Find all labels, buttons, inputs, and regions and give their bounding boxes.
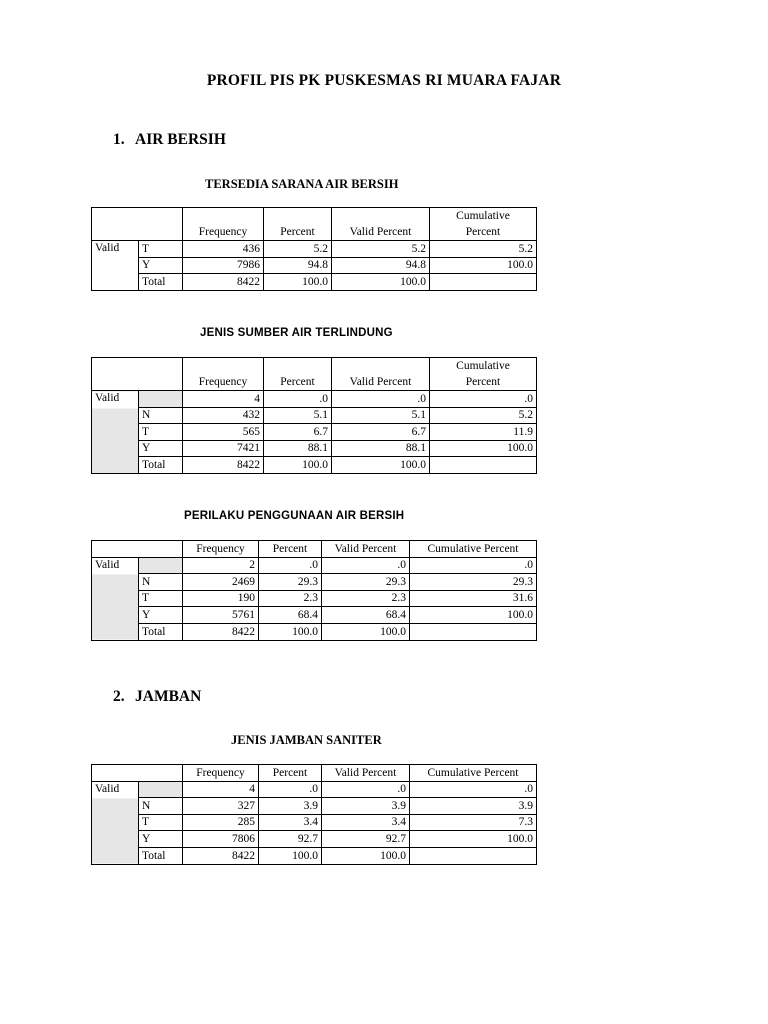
header-percent: Percent — [259, 765, 322, 782]
cell-percent: 6.7 — [264, 424, 332, 441]
cell-cumulative-percent: 100.0 — [430, 440, 537, 457]
cell-percent: 2.3 — [259, 590, 322, 607]
document-title: PROFIL PIS PK PUSKESMAS RI MUARA FAJAR — [206, 72, 562, 89]
row-group-label-valid: Valid — [92, 557, 139, 640]
cell-percent: 100.0 — [259, 623, 322, 640]
cell-valid-percent: 100.0 — [332, 457, 430, 474]
row-category: T — [139, 590, 183, 607]
header-percent: Percent — [264, 358, 332, 391]
row-category-total: Total — [139, 623, 183, 640]
cell-cumulative-percent: 31.6 — [410, 590, 537, 607]
cell-valid-percent: 29.3 — [322, 574, 410, 591]
header-percent: Percent — [264, 208, 332, 241]
header-frequency: Frequency — [183, 208, 264, 241]
cell-valid-percent: 100.0 — [322, 623, 410, 640]
cell-percent: 3.9 — [259, 798, 322, 815]
cell-percent: 100.0 — [259, 847, 322, 864]
cell-frequency: 8422 — [183, 623, 259, 640]
cell-frequency: 327 — [183, 798, 259, 815]
cell-cumulative-percent: 29.3 — [410, 574, 537, 591]
row-category — [139, 557, 183, 574]
table-title-jenis-jamban-saniter: JENIS JAMBAN SANITER — [231, 733, 382, 747]
cell-valid-percent: 5.2 — [332, 241, 430, 258]
cell-valid-percent: .0 — [322, 557, 410, 574]
row-category: Y — [139, 440, 183, 457]
cell-percent: 3.4 — [259, 814, 322, 831]
cell-valid-percent: 5.1 — [332, 407, 430, 424]
cell-frequency: 4 — [183, 391, 264, 408]
cell-frequency: 432 — [183, 407, 264, 424]
cell-cumulative-percent: 100.0 — [410, 607, 537, 624]
cell-cumulative-percent: 11.9 — [430, 424, 537, 441]
header-valid-percent: Valid Percent — [322, 541, 410, 558]
cell-valid-percent: .0 — [332, 391, 430, 408]
cell-cumulative-percent: 5.2 — [430, 407, 537, 424]
cell-frequency: 565 — [183, 424, 264, 441]
cell-valid-percent: 100.0 — [332, 274, 430, 291]
cell-percent: 94.8 — [264, 257, 332, 274]
cell-frequency: 436 — [183, 241, 264, 258]
cell-percent: 68.4 — [259, 607, 322, 624]
cell-cumulative-percent: .0 — [410, 557, 537, 574]
cell-cumulative-percent: 5.2 — [430, 241, 537, 258]
cell-frequency: 7806 — [183, 831, 259, 848]
row-category: N — [139, 798, 183, 815]
header-blank-cell — [92, 208, 183, 241]
cell-cumulative-percent: .0 — [430, 391, 537, 408]
row-category: Y — [139, 607, 183, 624]
cell-cumulative-percent: .0 — [410, 781, 537, 798]
cell-frequency: 8422 — [183, 274, 264, 291]
cell-valid-percent: 3.4 — [322, 814, 410, 831]
frequency-table-jenis-jamban-saniter — [91, 764, 537, 865]
cell-percent: .0 — [259, 781, 322, 798]
cell-frequency: 190 — [183, 590, 259, 607]
section-number: 2. — [113, 688, 125, 705]
cell-valid-percent: 3.9 — [322, 798, 410, 815]
table-title-perilaku-penggunaan-air-bersih: PERILAKU PENGGUNAAN AIR BERSIH — [184, 510, 405, 522]
cell-cumulative-percent — [430, 457, 537, 474]
cell-cumulative-percent — [410, 623, 537, 640]
cell-valid-percent: .0 — [322, 781, 410, 798]
row-category: T — [139, 814, 183, 831]
cell-percent: 100.0 — [264, 274, 332, 291]
section-number: 1. — [113, 131, 125, 148]
table-title-tersedia-sarana-air-bersih: TERSEDIA SARANA AIR BERSIH — [205, 177, 399, 191]
cell-cumulative-percent: 7.3 — [410, 814, 537, 831]
cell-frequency: 5761 — [183, 607, 259, 624]
row-category-total: Total — [139, 847, 183, 864]
section-title: AIR BERSIH — [135, 131, 226, 148]
row-category: Y — [139, 257, 183, 274]
cell-valid-percent: 2.3 — [322, 590, 410, 607]
cell-percent: 5.1 — [264, 407, 332, 424]
row-category — [139, 391, 183, 408]
header-cumulative-percent: Cumulative Percent — [410, 541, 537, 558]
cell-valid-percent: 94.8 — [332, 257, 430, 274]
cell-frequency: 285 — [183, 814, 259, 831]
cell-frequency: 7421 — [183, 440, 264, 457]
row-category: N — [139, 574, 183, 591]
row-category — [139, 781, 183, 798]
cell-valid-percent: 92.7 — [322, 831, 410, 848]
cell-valid-percent: 100.0 — [322, 847, 410, 864]
cell-cumulative-percent — [430, 274, 537, 291]
header-frequency: Frequency — [183, 765, 259, 782]
header-valid-percent: Valid Percent — [332, 208, 430, 241]
header-cumulative-percent: Cumulative Percent — [430, 358, 537, 391]
section-heading-air-bersih — [113, 131, 226, 149]
header-blank-cell — [92, 765, 183, 782]
cell-frequency: 8422 — [183, 457, 264, 474]
cell-percent: 92.7 — [259, 831, 322, 848]
cell-frequency: 2469 — [183, 574, 259, 591]
cell-percent: .0 — [264, 391, 332, 408]
cell-valid-percent: 88.1 — [332, 440, 430, 457]
frequency-table-jenis-sumber-air-terlindung — [91, 357, 537, 474]
cell-cumulative-percent: 3.9 — [410, 798, 537, 815]
cell-percent: 88.1 — [264, 440, 332, 457]
cell-valid-percent: 68.4 — [322, 607, 410, 624]
row-group-label-valid: Valid — [92, 391, 139, 474]
cell-percent: 29.3 — [259, 574, 322, 591]
cell-cumulative-percent: 100.0 — [430, 257, 537, 274]
cell-percent: 100.0 — [264, 457, 332, 474]
row-category-total: Total — [139, 457, 183, 474]
cell-valid-percent: 6.7 — [332, 424, 430, 441]
row-group-label-valid: Valid — [92, 781, 139, 864]
header-blank-cell — [92, 358, 183, 391]
cell-percent: 5.2 — [264, 241, 332, 258]
row-category: Y — [139, 831, 183, 848]
header-valid-percent: Valid Percent — [332, 358, 430, 391]
row-group-label-valid: Valid — [92, 241, 139, 291]
cell-frequency: 4 — [183, 781, 259, 798]
header-blank-cell — [92, 541, 183, 558]
header-valid-percent: Valid Percent — [322, 765, 410, 782]
cell-percent: .0 — [259, 557, 322, 574]
header-frequency: Frequency — [183, 358, 264, 391]
header-cumulative-percent: Cumulative Percent — [410, 765, 537, 782]
table-title-jenis-sumber-air-terlindung: JENIS SUMBER AIR TERLINDUNG — [200, 327, 393, 339]
frequency-table-perilaku-penggunaan-air-bersih — [91, 540, 537, 641]
cell-frequency: 7986 — [183, 257, 264, 274]
cell-frequency: 2 — [183, 557, 259, 574]
header-percent: Percent — [259, 541, 322, 558]
frequency-table-tersedia-sarana-air-bersih — [91, 207, 537, 291]
row-category: N — [139, 407, 183, 424]
header-frequency: Frequency — [183, 541, 259, 558]
section-title: JAMBAN — [135, 688, 202, 705]
header-cumulative-percent: Cumulative Percent — [430, 208, 537, 241]
cell-cumulative-percent: 100.0 — [410, 831, 537, 848]
row-category-total: Total — [139, 274, 183, 291]
cell-frequency: 8422 — [183, 847, 259, 864]
cell-cumulative-percent — [410, 847, 537, 864]
row-category: T — [139, 241, 183, 258]
row-category: T — [139, 424, 183, 441]
section-heading-jamban — [113, 688, 201, 706]
